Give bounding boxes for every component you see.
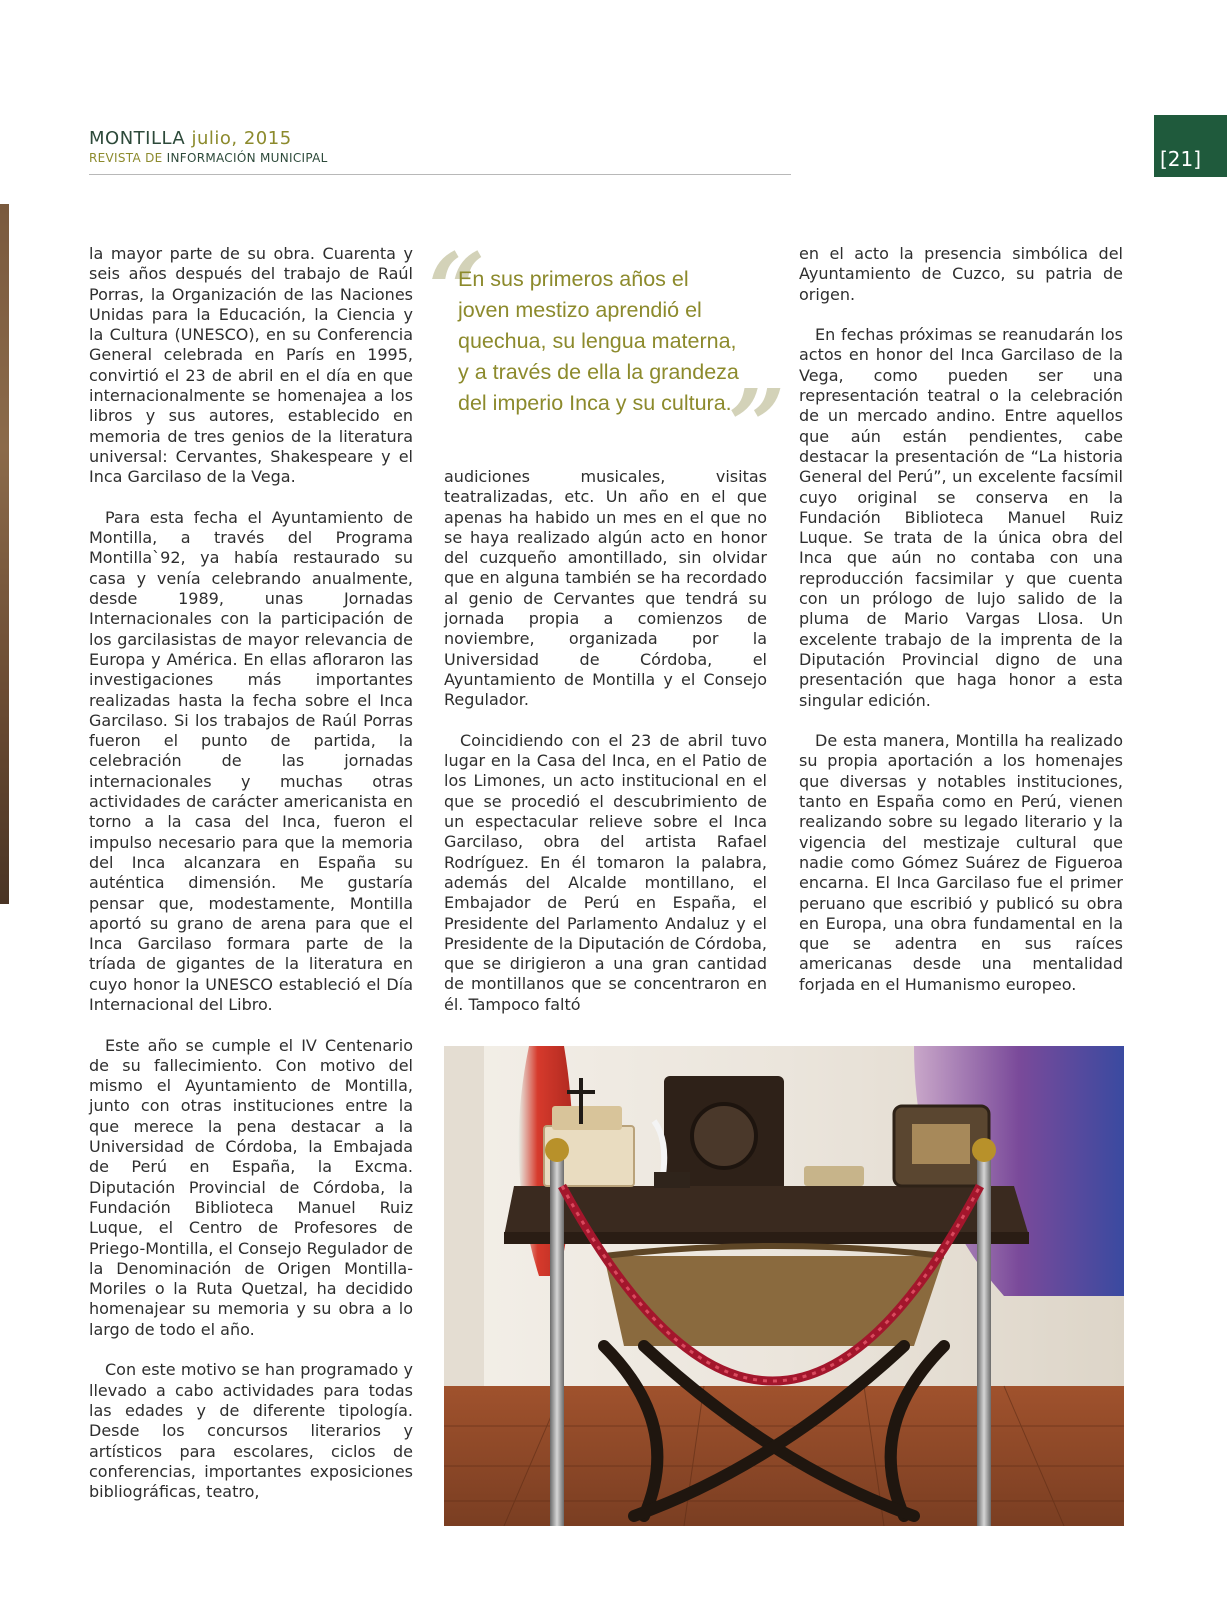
edge-photo-strip xyxy=(0,204,9,904)
magazine-name: MONTILLA xyxy=(89,128,186,149)
header-subtitle xyxy=(89,150,789,166)
subtitle-text: INFORMACIÓN MUNICIPAL xyxy=(166,151,328,165)
paragraph: Para esta fecha el Ayuntamiento de Montilla, a través del Programa Montilla`92, ya había restaurado su casa y venía celebrando anualmente, desde 1989, unas Jornadas Internacionales con la participación de los garcilasistas de mayor relevancia de Europa y América. En ellas afloraron las investigaciones más importantes realizadas hasta la fecha sobre el Inca Garcilaso. Si los trabajos de Raúl Porras fueron el punto de partida, la celebración de las jornadas internacionales y muchas otras actividades de carácter americanista en torno a la casa del Inca, fueron el impulso necesario para que la memoria del Inca alcanzara en España su auténtica dimensión. Me gustaría pensar que, modestamente, Montilla aportó su grano de arena para que el Inca Garcilaso formara parte de la tríada de gigantes de la literatura en cuyo honor la UNESCO estableció el Día Internacional del Libro. xyxy=(89,507,413,1014)
paragraph: De esta manera, Montilla ha realizado su propia aportación a los homenajes que diversas y notables instituciones, tanto en España como en Perú, vienen realizando sobre su legado literario y la vigencia del mestizaje cultural que nadie como Gómez Suárez de Figueroa encarna. El Inca Garcilaso fue el primer peruano que escribió y publicó su obra en Europa, una obra fundamental en la que se adentra en sus raíces americanas desde una mentalidad forjada en el Humanismo europeo. xyxy=(799,731,1123,994)
page-number-tab xyxy=(1154,115,1227,177)
pull-quote-line: del imperio Inca y su cultura. xyxy=(458,391,732,415)
issue-date: julio, 2015 xyxy=(191,128,292,149)
page-number: [21] xyxy=(1160,147,1202,171)
desk-photo-illustration xyxy=(444,1046,1124,1526)
paragraph: En fechas próximas se reanudarán los actos en honor del Inca Garcilaso de la Vega, como pueden ser una representación teatral o la celebración de un mercado andino. Entre aquellos que aún están pendientes, cabe destacar la presentación de “La historia General del Perú”, un excelente facsímil cuyo original se conserva en la Fundación Biblioteca Manuel Ruiz Luque. Se trata de la única obra del Inca que aún no contaba con una reproducción facsimilar y que cuenta con un prólogo de lujo salido de la pluma de Mario Vargas Llosa. Un excelente trabajo de la imprenta de la Diputación Provincial digno de una presentación que haga honor a esta singular edición. xyxy=(799,325,1123,710)
desk-photo xyxy=(444,1046,1124,1526)
pull-quote-line: quechua, su lengua materna, xyxy=(458,329,737,353)
column-1 xyxy=(89,244,413,1502)
pull-quote-line: y a través de ella la grandeza xyxy=(458,360,739,384)
open-quote-mark: “ xyxy=(428,231,486,349)
header-divider xyxy=(89,174,791,175)
column-2 xyxy=(444,467,767,1015)
header-masthead xyxy=(89,128,789,150)
paragraph: Con este motivo se han programado y llevado a cabo actividades para todas las edades y de diferente tipología. Desde los concursos literarios y artísticos para escolares, ciclos de conferencias, importantes exposiciones bibliográficas, teatro, xyxy=(89,1360,413,1502)
close-quote-mark: ” xyxy=(728,367,786,485)
paragraph: la mayor parte de su obra. Cuarenta y seis años después del trabajo de Raúl Porras, la Organización de las Naciones Unidas para la Educación, la Ciencia y la Cultura (UNESCO), en su Conferencia General celebrada en París en 1995, convirtió el 23 de abril en el día en que internacionalmente se homenajea a los libros y sus autores, establecido en memoria de tres genios de la literatura universal: Cervantes, Shakespeare y el Inca Garcilaso de la Vega. xyxy=(89,244,413,487)
subtitle-prefix: REVISTA DE xyxy=(89,151,163,165)
pull-quote-line: joven mestizo aprendió el xyxy=(458,298,702,322)
paragraph: audiciones musicales, visitas teatralizadas, etc. Un año en el que apenas ha habido un mes en el que no se haya realizado algún acto en honor del cuzqueño amontillado, sin olvidar que en alguna también se ha recordado al genio de Cervantes que tendrá su jornada propia a comienzos de noviembre, organizada por la Universidad de Córdoba, el Ayuntamiento de Montilla y el Consejo Regulador. xyxy=(444,467,767,710)
column-3 xyxy=(799,244,1123,995)
paragraph: Coincidiendo con el 23 de abril tuvo lugar en la Casa del Inca, en el Patio de los Limones, un acto institucional en el que se procedió el descubrimiento de un espectacular relieve sobre el Inca Garcilaso, obra del artista Rafael Rodríguez. En él tomaron la palabra, además del Alcalde montillano, el Embajador de Perú en España, el Presidente del Parlamento Andaluz y el Presidente de la Diputación de Córdoba, que se dirigieron a una gran cantidad de montillanos que se concentraron en él. Tampoco faltó xyxy=(444,730,767,1014)
paragraph: Este año se cumple el IV Centenario de su fallecimiento. Con motivo del mismo el Ayuntamiento de Montilla, junto con otras instituciones entre la que merece la pena destacar a la Universidad de Córdoba, la Embajada de Perú en España, la Excma. Diputación Provincial de Córdoba, la Fundación Biblioteca Manuel Ruiz Luque, el Centro de Profesores de Priego-Montilla, el Consejo Regulador de la Denominación de Origen Montilla-Moriles o la Ruta Quetzal, ha decidido homenajear su memoria y su obra a lo largo de todo el año. xyxy=(89,1035,413,1339)
page-header xyxy=(89,128,789,166)
paragraph: en el acto la presencia simbólica del Ayuntamiento de Cuzco, su patria de origen. xyxy=(799,244,1123,304)
pull-quote xyxy=(428,231,786,485)
pull-quote-line: En sus primeros años el xyxy=(458,267,689,291)
